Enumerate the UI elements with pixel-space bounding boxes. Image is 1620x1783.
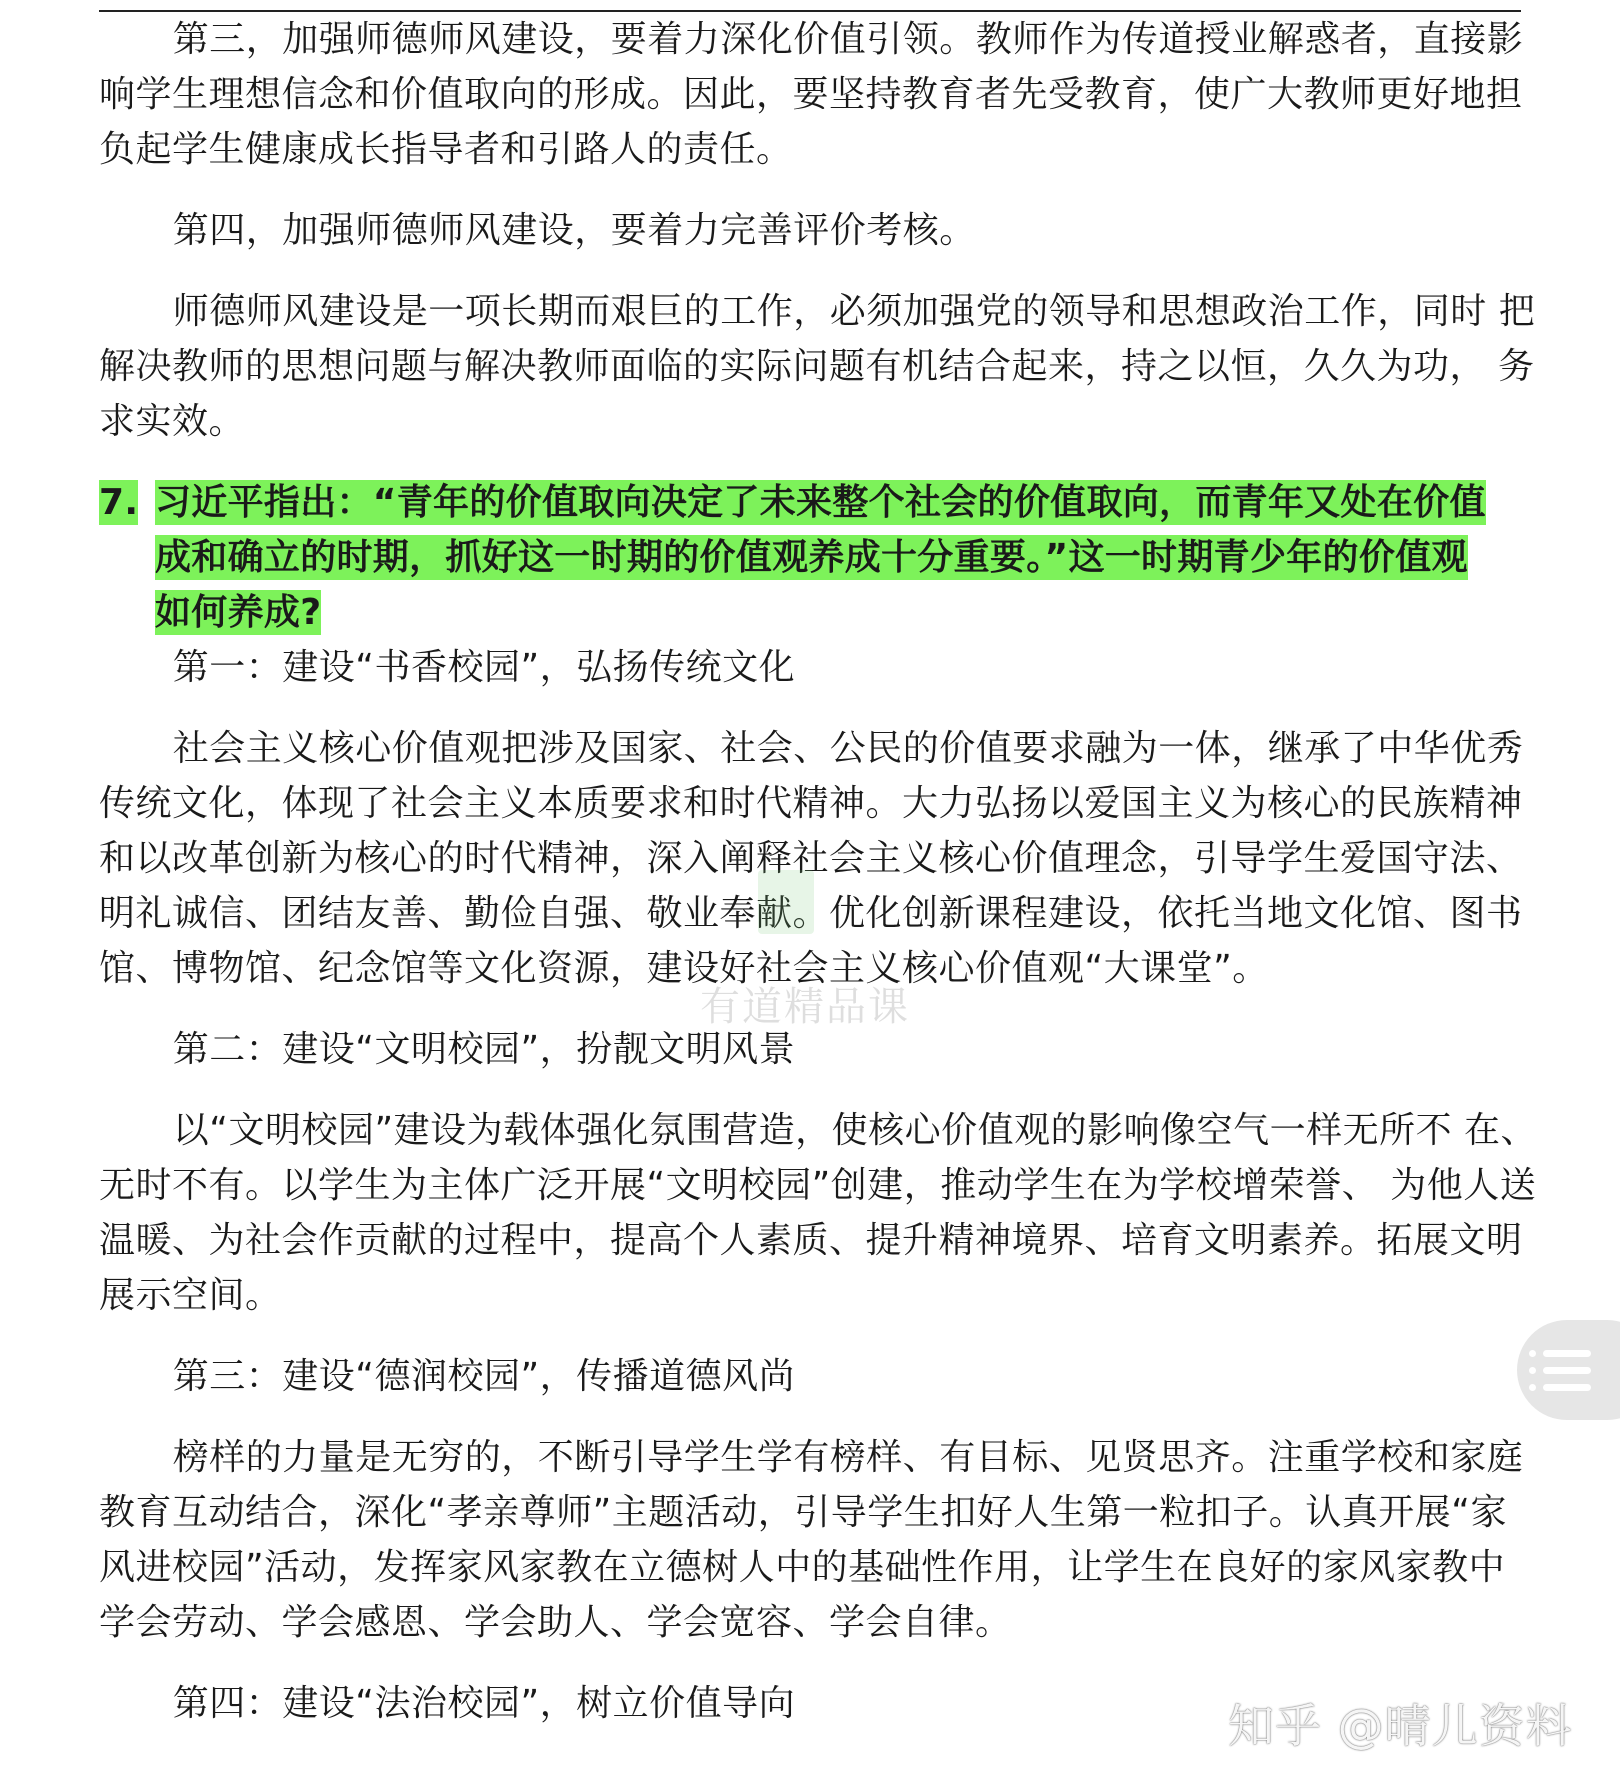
answer-heading-4: 第四：建设“法治校园”，树立价值导向 — [172, 1683, 796, 1724]
list-menu-icon — [1543, 1350, 1591, 1401]
answer-body-3: 榜样的力量是无穷的，不断引导学生学有榜样、有目标、见贤思齐。注重学校和家庭教育互动结合，深化“孝亲尊师”主题活动，引导学生扣好人生第一粒扣子。认真开展“家风进校园”活动，发挥家风家教在立德树人中的基础性作用，让学生在良好的家风家教中学会劳动、学会感恩、学会助人、学会宽容、学会自律。 — [99, 1437, 1524, 1643]
answer-body-1: 社会主义核心价值观把涉及国家、社会、公民的价值要求融为一体，继承了中华优秀传统文化，体现了社会主义本质要求和时代精神。大力弘扬以爱国主义为核心的民族精神和以改革创新为核心的时代精神，深入阐释社会主义核心价值理念，引导学生爱国守法、明礼诚信、团结友善、勤俭自强、敬业奉献。优化创新课程建设，依托当地文化馆、图书馆、博物馆、纪念馆等文化资源，建设好社会主义核心价值观“大课堂”。 — [99, 728, 1524, 989]
watermark-logo — [758, 870, 814, 934]
section-three-old-paragraph: 第三，加强师德师风建设，要着力深化价值引领。教师作为传道授业解惑者，直接影响学生理想信念和价值取向的形成。因此，要坚持教育者先受教育，使广大教师更好地担负起学生健康成长指导者和引路人的责任。 — [99, 19, 1524, 170]
question-text: 习近平指出：“青年的价值取向决定了未来整个社会的价值取向，而青年又处在价值成和确立的时期，抓好这一时期的价值观养成十分重要。”这一时期青少年的价值观 如何养成? — [155, 482, 1486, 633]
zhihu-watermark: 知乎 @晴儿资料 — [1228, 1699, 1573, 1753]
summary-paragraph: 师德师风建设是一项长期而艰巨的工作，必须加强党的领导和思想政治工作，同时 把解决教师的思想问题与解决教师面临的实际问题有机结合起来，持之以恒，久久为功， 务求实效。 — [99, 291, 1536, 442]
document-body — [99, 12, 1539, 1731]
answer-heading-1: 第一：建设“书香校园”，弘扬传统文化 — [172, 647, 796, 688]
side-menu-button[interactable] — [1517, 1320, 1620, 1420]
question-block — [99, 475, 1539, 640]
answer-heading-2: 第二：建设“文明校园”，扮靓文明风景 — [172, 1029, 796, 1070]
section-four-old-paragraph: 第四，加强师德师风建设，要着力完善评价考核。 — [172, 210, 976, 251]
watermark-center: 有道精品课 — [700, 984, 910, 1030]
answer-heading-3: 第三：建设“德润校园”，传播道德风尚 — [172, 1356, 796, 1397]
question-number: 7. — [99, 482, 139, 523]
answer-body-2: 以“文明校园”建设为载体强化氛围营造，使核心价值观的影响像空气一样无所不 在、无时不有。以学生为主体广泛开展“文明校园”创建，推动学生在为学校增荣誉、 为他人送温暖、为社会作贡献的过程中，提高个人素质、提升精神境界、培育文明素养。拓展文明展示空间。 — [99, 1110, 1538, 1316]
